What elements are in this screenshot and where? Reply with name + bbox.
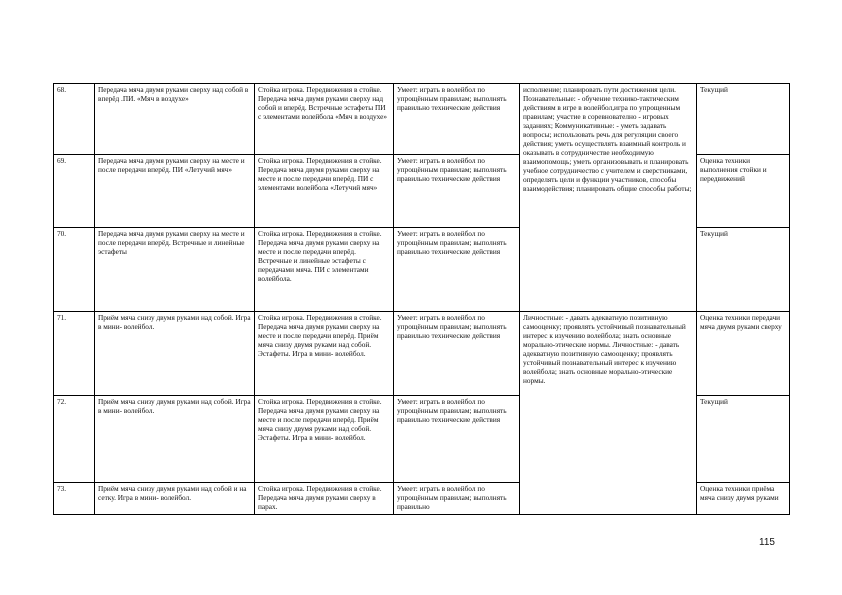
lesson-topic: Приём мяча снизу двумя руками над собой. Игра в мини- волейбол. bbox=[95, 396, 255, 483]
lesson-topic: Передача мяча двумя руками сверху над собой в вперёд .ПИ. «Мяч в воздухе» bbox=[95, 84, 255, 155]
control-type: Текущий bbox=[697, 228, 790, 312]
lesson-content: Стойка игрока. Передвижения в стойке. Передача мяча двумя руками сверху на месте и после передачи вперёд. Приём мяча снизу двумя руками над собой. Эстафеты. Игра в мини- волейбол. bbox=[255, 396, 394, 483]
lesson-number: 70. bbox=[54, 228, 95, 312]
lesson-number: 71. bbox=[54, 312, 95, 396]
lesson-topic: Передача мяча двумя руками сверху на месте и после передачи вперёд. Встречные и линейные эстафеты bbox=[95, 228, 255, 312]
subject-results: Умеет: играть в волейбол по упрощённым правилам; выполнять правильно технические действия bbox=[394, 396, 520, 483]
control-type: Оценка техники передачи мяча двумя руками сверху bbox=[697, 312, 790, 396]
lesson-content: Стойка игрока. Передвижения в стойке. Передача мяча двумя руками сверху над собой и вперёд. Встречные эстафеты ПИ с элементами волейбола «Мяч в воздухе» bbox=[255, 84, 394, 155]
uud-cell-metasubject: исполнение; планировать пути достижения цели. Познавательные: - обучение технико-тактическим действиям в игре в волейбол,игра по упрощенным правилам; участие в соревнователно - игровых заданиях; Коммуникативные: - уметь задавать вопросы; использовать речь для регуляции своего действия; уметь осуществлять взаимный контроль и оказывать в сотрудничестве необходимую взаимопомощь; уметь организовывать и планировать учебное сотрудничество с учителем и сверстниками, определять цели и функции участников, способы взаимодействия; планировать общие способы работы; bbox=[520, 84, 697, 312]
uud-cell-personal: Личностные: - давать адекватную позитивную самооценку; проявлять устойчивый познавательный интерес к изучению волейбола; знать основные морально-этические нормы. Личностные: - давать адекватную позитивную самооценку; проявлять устойчивый познавательный интерес к изучению волейбола; знать основные морально-этические нормы. bbox=[520, 312, 697, 515]
subject-results: Умеет: играть в волейбол по упрощённым правилам; выполнять правильно технические действия bbox=[394, 312, 520, 396]
lesson-content: Стойка игрока. Передвижения в стойке. Передача мяча двумя руками сверху на месте и после передачи вперёд. Встречные и линейные эстафеты с передачами мяча. ПИ с элементами волейбола. bbox=[255, 228, 394, 312]
lesson-content: Стойка игрока. Передвижения в стойке. Передача мяча двумя руками сверху на месте и после передачи вперёд. ПИ с элементами волейбола «Летучий мяч» bbox=[255, 155, 394, 228]
lesson-content: Стойка игрока. Передвижения в стойке. Передача мяча двумя руками сверху в парах. bbox=[255, 483, 394, 515]
lesson-number: 69. bbox=[54, 155, 95, 228]
lesson-number: 72. bbox=[54, 396, 95, 483]
subject-results: Умеет: играть в волейбол по упрощённым правилам; выполнять правильно технические действия bbox=[394, 84, 520, 155]
subject-results: Умеет: играть в волейбол по упрощённым правилам; выполнять правильно bbox=[394, 483, 520, 515]
lesson-topic: Приём мяча снизу двумя руками над собой. Игра в мини- волейбол. bbox=[95, 312, 255, 396]
lesson-number: 73. bbox=[54, 483, 95, 515]
lesson-plan-table bbox=[53, 83, 790, 515]
lesson-number: 68. bbox=[54, 84, 95, 155]
table-row bbox=[54, 84, 790, 155]
subject-results: Умеет: играть в волейбол по упрощённым правилам; выполнять правильно технические действия bbox=[394, 228, 520, 312]
control-type: Оценка техники приёма мяча снизу двумя руками bbox=[697, 483, 790, 515]
control-type: Оценка техники выполнения стойки и передвижений bbox=[697, 155, 790, 228]
table-row bbox=[54, 312, 790, 396]
control-type: Текущий bbox=[697, 84, 790, 155]
page-number: 115 bbox=[759, 537, 775, 548]
subject-results: Умеет: играть в волейбол по упрощённым правилам; выполнять правильно технические действия bbox=[394, 155, 520, 228]
lesson-content: Стойка игрока. Передвижения в стойке. Передача мяча двумя руками сверху на месте и после передачи вперёд. Приём мяча снизу двумя руками над собой. Эстафеты. Игра в мини- волейбол. bbox=[255, 312, 394, 396]
control-type: Текущий bbox=[697, 396, 790, 483]
lesson-topic: Передача мяча двумя руками сверху на месте и после передачи вперёд. ПИ «Летучий мяч» bbox=[95, 155, 255, 228]
lesson-topic: Приём мяча снизу двумя руками над собой и на сетку. Игра в мини- волейбол. bbox=[95, 483, 255, 515]
